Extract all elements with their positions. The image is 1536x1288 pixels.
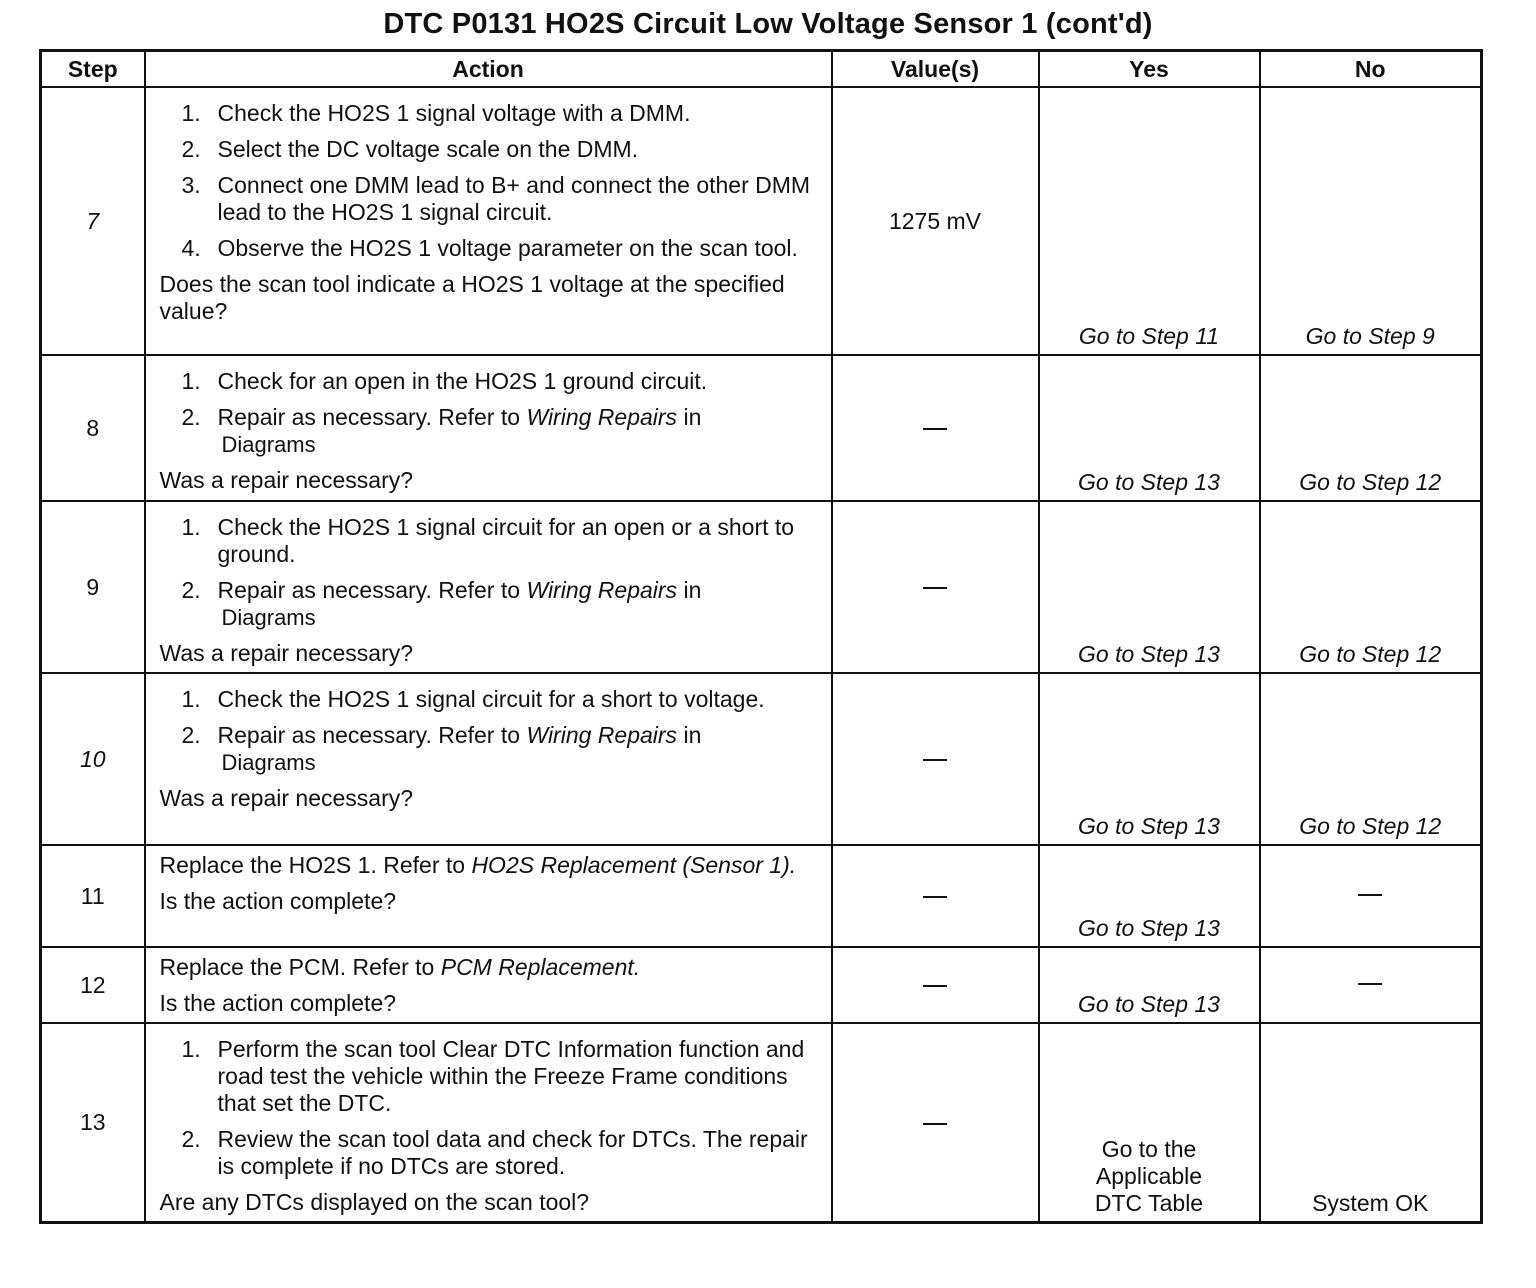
yes-cell: Go to Step 13 [1039, 501, 1260, 673]
table-row [41, 947, 1482, 1023]
header-yes: Yes [1039, 51, 1260, 88]
table-row [41, 87, 1482, 355]
list-item: 2. Repair as necessary. Refer to Wiring Repairs in Diagrams [181, 404, 702, 457]
step-number: 8 [41, 355, 145, 501]
dash-mark [923, 985, 947, 987]
header-step: Step [41, 51, 145, 88]
dash-mark [923, 896, 947, 898]
action-question: Does the scan tool indicate a HO2S 1 voltage at the specified value? [159, 271, 785, 324]
document-title: DTC P0131 HO2S Circuit Low Voltage Sensor 1 (cont'd) [383, 8, 1153, 40]
action-question: Was a repair necessary? [159, 640, 414, 666]
reference-link: Wiring Repairs [526, 577, 678, 603]
reference-link: Wiring Repairs [526, 722, 678, 748]
table-row [41, 845, 1482, 947]
yes-cell: Go to Step 13 [1039, 845, 1260, 947]
value-cell [832, 501, 1039, 673]
header-action: Action [145, 51, 832, 88]
action-list [160, 686, 821, 776]
action-question: Is the action complete? [159, 888, 397, 914]
dash-mark [1358, 983, 1382, 985]
list-item: 2. Select the DC voltage scale on the DMM. [181, 136, 639, 162]
value-cell [832, 355, 1039, 501]
no-cell: Go to Step 12 [1260, 355, 1482, 501]
yes-cell: Go to Step 11 [1039, 87, 1260, 355]
action-cell [145, 87, 832, 355]
yes-cell: Go to the Applicable DTC Table [1039, 1023, 1260, 1223]
action-question: Are any DTCs displayed on the scan tool? [159, 1189, 590, 1215]
action-cell [145, 355, 832, 501]
dash-mark [923, 428, 947, 430]
no-cell: Go to Step 12 [1260, 501, 1482, 673]
value-cell [832, 947, 1039, 1023]
list-item: 2. Repair as necessary. Refer to Wiring Repairs in Diagrams [181, 722, 702, 775]
header-row [41, 51, 1482, 88]
action-cell [145, 501, 832, 673]
header-no: No [1260, 51, 1482, 88]
action-question: Is the action complete? [159, 990, 397, 1016]
yes-cell: Go to Step 13 [1039, 947, 1260, 1023]
table-row [41, 501, 1482, 673]
dash-mark [923, 1123, 947, 1125]
no-cell [1260, 947, 1482, 1023]
step-number: 7 [41, 87, 145, 355]
dash-mark [923, 759, 947, 761]
step-number: 11 [41, 845, 145, 947]
step-number: 10 [41, 673, 145, 845]
no-cell [1260, 845, 1482, 947]
value-cell [832, 1023, 1039, 1223]
no-cell: Go to Step 9 [1260, 87, 1482, 355]
action-cell [145, 673, 832, 845]
action-question: Was a repair necessary? [159, 467, 414, 493]
reference-link: Wiring Repairs [526, 404, 678, 430]
action-list [160, 514, 821, 631]
diagnostic-table [39, 49, 1483, 1224]
value-cell: 1275 mV [832, 87, 1039, 355]
table-row [41, 673, 1482, 845]
step-number: 9 [41, 501, 145, 673]
action-list [160, 368, 821, 458]
action-list [160, 100, 821, 262]
action-question: Was a repair necessary? [159, 785, 414, 811]
step-number: 13 [41, 1023, 145, 1223]
header-values: Value(s) [832, 51, 1039, 88]
no-cell: Go to Step 12 [1260, 673, 1482, 845]
no-cell: System OK [1260, 1023, 1482, 1223]
value-cell [832, 673, 1039, 845]
action-list [160, 1036, 821, 1180]
list-item: 1. Check the HO2S 1 signal circuit for a short to voltage. [181, 686, 765, 712]
reference-link: HO2S Replacement (Sensor 1). [471, 852, 797, 878]
list-item: 1. Check the HO2S 1 signal voltage with a DMM. [181, 100, 691, 126]
table-row [41, 1023, 1482, 1223]
list-item: 1. Check for an open in the HO2S 1 ground circuit. [181, 368, 708, 394]
yes-cell: Go to Step 13 [1039, 673, 1260, 845]
reference-link: PCM Replacement. [440, 954, 641, 980]
yes-cell: Go to Step 13 [1039, 355, 1260, 501]
action-cell [145, 1023, 832, 1223]
list-item: 2. Review the scan tool data and check for DTCs. The repair is complete if no DTCs are stored. [181, 1126, 808, 1179]
list-item: 1. Perform the scan tool Clear DTC Information function and road test the vehicle within the Freeze Frame conditions that set the DTC. [181, 1036, 805, 1116]
action-text: Replace the PCM. Refer to PCM Replacement. [159, 954, 641, 980]
value-cell [832, 845, 1039, 947]
dash-mark [923, 587, 947, 589]
table-row [41, 355, 1482, 501]
list-item: 2. Repair as necessary. Refer to Wiring Repairs in Diagrams [181, 577, 702, 630]
list-item: 3. Connect one DMM lead to B+ and connect the other DMM lead to the HO2S 1 signal circuit. [181, 172, 811, 225]
action-text: Replace the HO2S 1. Refer to HO2S Replacement (Sensor 1). [159, 852, 797, 878]
action-cell [145, 947, 832, 1023]
step-number: 12 [41, 947, 145, 1023]
action-cell [145, 845, 832, 947]
list-item: 4. Observe the HO2S 1 voltage parameter on the scan tool. [181, 235, 798, 261]
list-item: 1. Check the HO2S 1 signal circuit for an open or a short to ground. [181, 514, 795, 567]
dash-mark [1358, 894, 1382, 896]
